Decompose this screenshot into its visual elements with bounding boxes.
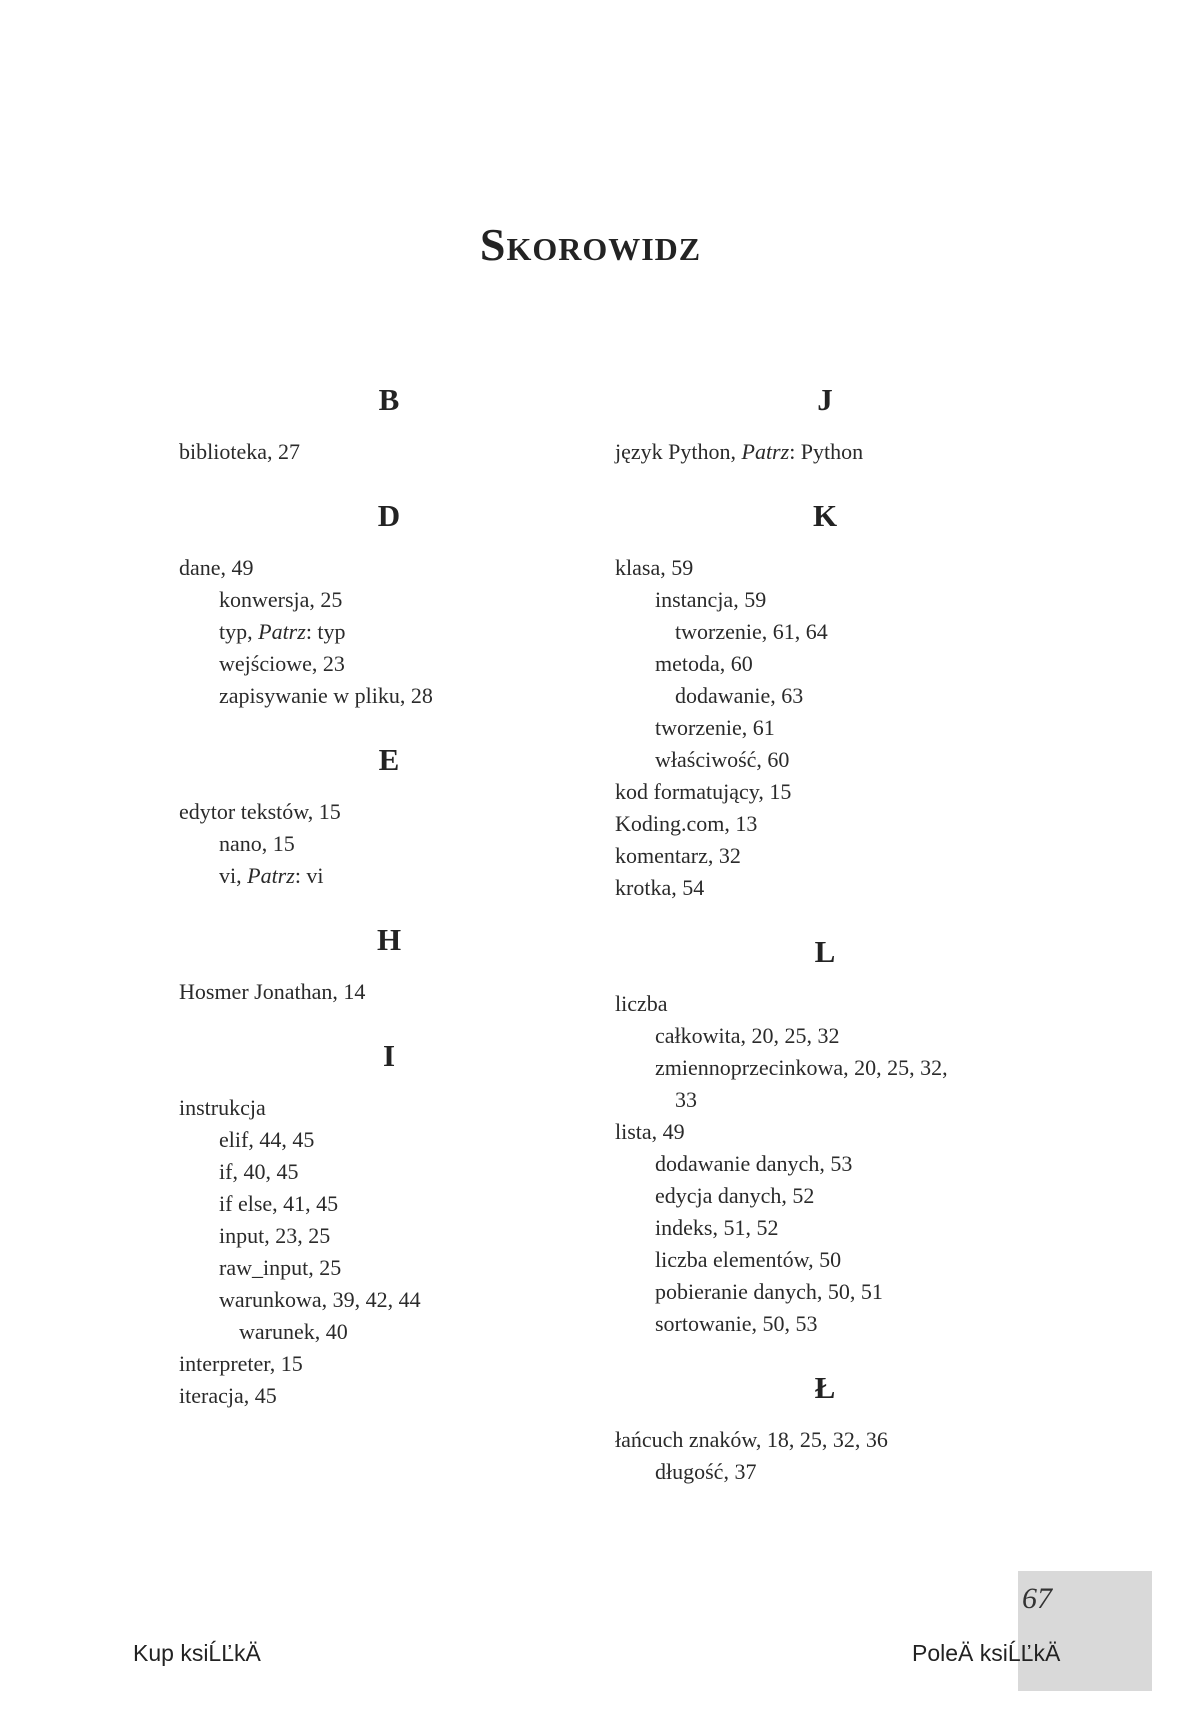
index-entry (615, 680, 1035, 712)
entry-text: tworzenie, 61 (655, 715, 775, 740)
index-entry (615, 988, 1035, 1020)
entry-text: indeks, 51, 52 (655, 1215, 779, 1240)
entry-text: 33 (675, 1087, 697, 1112)
entry-text: Hosmer Jonathan, 14 (179, 979, 366, 1004)
index-entry (615, 1020, 1035, 1052)
index-entry (615, 808, 1035, 840)
index-entry (179, 1156, 599, 1188)
index-entry (615, 648, 1035, 680)
index-entry (615, 1148, 1035, 1180)
index-section (179, 496, 599, 712)
entry-text: warunek, 40 (239, 1319, 348, 1344)
index-entry (179, 1348, 599, 1380)
index-entry (615, 1456, 1035, 1488)
index-column-right (615, 380, 1035, 1516)
index-section (179, 740, 599, 892)
entry-see-reference: Patrz (247, 863, 295, 888)
index-section (615, 496, 1035, 904)
index-entry (615, 436, 1035, 468)
entry-text: raw_input, 25 (219, 1255, 342, 1280)
section-letter: J (817, 382, 833, 417)
index-entry (179, 1188, 599, 1220)
entry-text: sortowanie, 50, 53 (655, 1311, 818, 1336)
entry-text: instancja, 59 (655, 587, 767, 612)
entry-text: pobieranie danych, 50, 51 (655, 1279, 883, 1304)
index-entry (179, 584, 599, 616)
index-entry (179, 976, 599, 1008)
index-entry (179, 1124, 599, 1156)
entry-text: konwersja, 25 (219, 587, 343, 612)
footer-recommend-book-link[interactable]: PoleÄ ksiĹĽkÄ (912, 1640, 1061, 1666)
index-entry (615, 1276, 1035, 1308)
entry-text: właściwość, 60 (655, 747, 790, 772)
index-entry (615, 1424, 1035, 1456)
index-entry (615, 776, 1035, 808)
index-entry (615, 1052, 1035, 1084)
entry-text: elif, 44, 45 (219, 1127, 315, 1152)
index-entry (179, 1092, 599, 1124)
entry-see-target: : Python (789, 439, 864, 464)
index-entry (179, 648, 599, 680)
entry-text: vi, (219, 863, 248, 888)
index-entry (179, 1316, 599, 1348)
entry-text: if else, 41, 45 (219, 1191, 339, 1216)
entry-text: zapisywanie w pliku, 28 (219, 683, 433, 708)
section-letter: L (814, 934, 836, 969)
entry-text: tworzenie, 61, 64 (675, 619, 828, 644)
section-letter: H (376, 922, 402, 957)
entry-see-target: : vi (294, 863, 324, 888)
entry-text: iteracja, 45 (179, 1383, 277, 1408)
index-section (615, 1368, 1035, 1488)
index-entry (615, 1180, 1035, 1212)
section-letter: B (378, 382, 400, 417)
index-entry (179, 680, 599, 712)
entry-text: edytor tekstów, 15 (179, 799, 341, 824)
index-section (615, 380, 1035, 468)
index-entry (179, 1252, 599, 1284)
entry-text: dodawanie danych, 53 (655, 1151, 853, 1176)
entry-text: typ, (219, 619, 259, 644)
index-entry (615, 552, 1035, 584)
index-section (179, 380, 599, 468)
entry-text: klasa, 59 (615, 555, 694, 580)
index-entry (615, 1212, 1035, 1244)
index-entry (615, 1308, 1035, 1340)
index-section (179, 1036, 599, 1412)
entry-text: warunkowa, 39, 42, 44 (219, 1287, 421, 1312)
entry-text: dane, 49 (179, 555, 254, 580)
index-entry (615, 584, 1035, 616)
entry-text: łańcuch znaków, 18, 25, 32, 36 (615, 1427, 888, 1452)
entry-see-target: : typ (305, 619, 346, 644)
entry-text: liczba (615, 991, 668, 1016)
index-entry (179, 436, 599, 468)
entry-text: if, 40, 45 (219, 1159, 299, 1184)
index-entry (179, 552, 599, 584)
section-letter: I (382, 1038, 396, 1073)
entry-text: krotka, 54 (615, 875, 705, 900)
entry-text: wejściowe, 23 (219, 651, 345, 676)
entry-text: zmiennoprzecinkowa, 20, 25, 32, (655, 1055, 948, 1080)
entry-text: całkowita, 20, 25, 32 (655, 1023, 840, 1048)
section-letter: D (377, 498, 401, 533)
index-section (179, 920, 599, 1008)
index-entry (179, 1380, 599, 1412)
index-entry (615, 712, 1035, 744)
index-entry (615, 1084, 1035, 1116)
section-letter: E (378, 742, 400, 777)
entry-text: długość, 37 (655, 1459, 757, 1484)
entry-text: język Python, (615, 439, 742, 464)
entry-see-reference: Patrz (741, 439, 790, 464)
index-column-left (179, 380, 599, 1440)
index-entry (615, 840, 1035, 872)
page-number: 67 (1022, 1582, 1052, 1615)
page-title: Skorowidz (479, 219, 702, 270)
index-entry (179, 860, 599, 892)
index-entry (615, 744, 1035, 776)
index-entry (615, 1116, 1035, 1148)
section-letter: Ł (814, 1370, 836, 1405)
entry-text: input, 23, 25 (219, 1223, 331, 1248)
entry-text: nano, 15 (219, 831, 295, 856)
entry-text: interpreter, 15 (179, 1351, 303, 1376)
entry-text: dodawanie, 63 (675, 683, 804, 708)
index-entry (179, 796, 599, 828)
entry-text: edycja danych, 52 (655, 1183, 815, 1208)
section-letter: K (812, 498, 838, 533)
entry-text: lista, 49 (615, 1119, 685, 1144)
index-entry (615, 1244, 1035, 1276)
index-section (615, 932, 1035, 1340)
entry-text: biblioteka, 27 (179, 439, 300, 464)
index-entry (615, 872, 1035, 904)
entry-text: liczba elementów, 50 (655, 1247, 842, 1272)
index-entry (615, 616, 1035, 648)
entry-text: instrukcja (179, 1095, 266, 1120)
index-entry (179, 1220, 599, 1252)
entry-text: metoda, 60 (655, 651, 753, 676)
entry-text: kod formatujący, 15 (615, 779, 792, 804)
entry-text: komentarz, 32 (615, 843, 741, 868)
entry-text: Koding.com, 13 (615, 811, 758, 836)
index-entry (179, 828, 599, 860)
index-entry (179, 1284, 599, 1316)
index-entry (179, 616, 599, 648)
entry-see-reference: Patrz (258, 619, 306, 644)
footer-buy-book-link[interactable]: Kup ksiĹĽkÄ (133, 1640, 261, 1666)
